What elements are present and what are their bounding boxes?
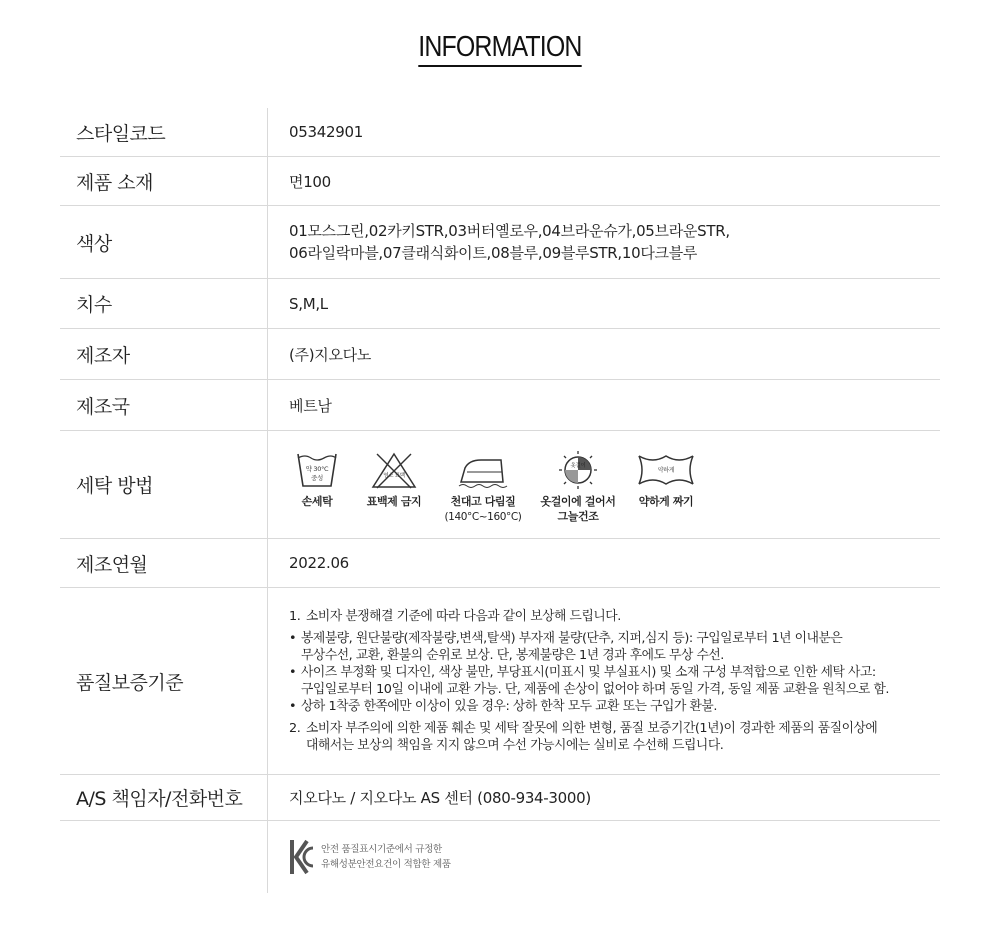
- page-title: INFORMATION: [418, 30, 581, 67]
- hand-wash-temp: 약 30°C: [305, 465, 329, 473]
- shade-dry-icon: [554, 450, 602, 490]
- warranty-item-1: [289, 608, 621, 625]
- bullet-symbol: •: [289, 665, 297, 680]
- label-washing: 세탁 방법: [60, 431, 268, 538]
- value-as-contact: 지오다노 / 지오다노 AS 센터 (080-934-3000): [289, 789, 591, 807]
- kc-logo-icon: [289, 839, 315, 875]
- color-line-1: 01모스그린,02카키STR,03버터옐로우,04브라운슈가,05브라운STR,: [289, 222, 730, 240]
- row-country: [60, 380, 940, 431]
- wash-item-iron: [443, 450, 523, 525]
- warranty-item-1-text: 소비자 분쟁해결 기준에 따라 다음과 같이 보상해 드립니다.: [306, 609, 621, 624]
- row-kc: [60, 821, 940, 893]
- label-warranty: 품질보증기준: [60, 588, 268, 774]
- label-as-contact: A/S 책임자/전화번호: [60, 775, 268, 820]
- caption-dry-line-2: 그늘건조: [557, 510, 599, 523]
- color-line-2: 06라일락마블,07클래식화이트,08블루,09블루STR,10다크블루: [289, 244, 698, 262]
- no-bleach-icon: [369, 450, 419, 490]
- wash-item-hand: [289, 450, 345, 509]
- caption-iron-line-1: 천대고 다림질: [450, 495, 516, 508]
- caption-dry: [540, 494, 615, 524]
- caption-no-bleach: 표백제 금지: [366, 495, 422, 508]
- warranty-bullet-2: [289, 664, 876, 681]
- hand-wash-neutral: 중성: [311, 474, 323, 482]
- warranty-item-2-line-2: 대해서는 보상의 책임을 지지 않으며 수선 가능시에는 실비로 수선해 드립니다.: [306, 738, 724, 753]
- label-color: 색상: [60, 206, 268, 278]
- kc-line-1: 안전 품질표시기준에서 규정한: [321, 844, 442, 855]
- iron-icon: [457, 450, 509, 490]
- warranty-bullet-2-line-1: 사이즈 부정확 및 디자인, 색상 불만, 부당표시(미표시 및 부실표시) 및 소재 구성 부적합으로 인한 세탁 사고:: [301, 665, 876, 680]
- row-color: [60, 206, 940, 279]
- warranty-bullet-1-line-2: 무상수선, 교환, 환불의 순위로 보상. 단, 봉제불량은 1년 경과 후에도 무상 수선.: [301, 648, 724, 663]
- label-country: 제조국: [60, 380, 268, 430]
- value-warranty: [268, 588, 940, 774]
- bleach-inner-text: 염소 표백: [383, 473, 405, 479]
- value-style-code: 05342901: [289, 123, 363, 141]
- warranty-bullet-2-line-2: 구입일로부터 10일 이내에 교환 가능. 단, 제품에 손상이 없어야 하며 동일 가격, 동일 제품 교환을 원칙으로 함.: [301, 682, 890, 697]
- gentle-wring-icon: [635, 450, 697, 490]
- dry-inner-text: 옷걸이: [570, 463, 586, 469]
- wash-item-dry: [537, 450, 619, 524]
- label-manufacturer: 제조자: [60, 329, 268, 379]
- value-manufacturer: (주)지오다노: [289, 345, 372, 364]
- row-warranty: [60, 588, 940, 775]
- wring-inner-text: 약하게: [657, 467, 675, 474]
- caption-dry-line-1: 옷걸이에 걸어서: [540, 495, 616, 508]
- row-as-contact: [60, 775, 940, 821]
- label-date: 제조연월: [60, 539, 268, 587]
- warranty-item-1-num: 1.: [289, 609, 301, 624]
- hand-wash-icon: [295, 450, 339, 490]
- kc-text: [321, 842, 451, 872]
- warranty-item-2: [289, 720, 877, 737]
- warranty-bullet-3-text: 상하 1착중 한쪽에만 이상이 있을 경우: 상하 한착 모두 교환 또는 구입가 환불.: [301, 699, 717, 714]
- caption-wring: 약하게 짜기: [638, 495, 694, 508]
- caption-iron: [444, 494, 521, 525]
- kc-line-2: 유해성분안전요건이 적합한 제품: [321, 859, 451, 870]
- value-date: 2022.06: [289, 554, 349, 572]
- warranty-bullet-1: [289, 630, 842, 647]
- row-size: [60, 279, 940, 329]
- row-material: [60, 157, 940, 206]
- value-material: 면100: [289, 172, 331, 191]
- kc-logo-text: KC: [302, 874, 303, 875]
- label-kc-empty: [60, 821, 268, 893]
- value-size: S,M,L: [289, 294, 328, 313]
- value-country: 베트남: [289, 396, 332, 415]
- kc-mark: [289, 839, 451, 875]
- bullet-symbol: •: [289, 699, 297, 714]
- warranty-bullet-1-line-1: 봉제불량, 원단불량(제작불량,변색,탈색) 부자재 불량(단추, 지퍼,심지 등): 구입일로부터 1년 이내분은: [301, 631, 843, 646]
- value-washing: [268, 431, 940, 538]
- label-style-code: 스타일코드: [60, 108, 268, 156]
- caption-hand-wash: 손세탁: [301, 495, 333, 508]
- row-date: [60, 539, 940, 588]
- label-material: 제품 소재: [60, 157, 268, 205]
- label-size: 치수: [60, 279, 268, 328]
- wash-item-bleach: [359, 450, 429, 509]
- bullet-symbol: •: [289, 631, 297, 646]
- value-kc: [268, 821, 940, 893]
- value-color: [268, 206, 940, 278]
- info-table: [60, 108, 940, 893]
- page-title-wrap: [0, 30, 1000, 67]
- row-style-code: [60, 108, 940, 157]
- warranty-item-2-num: 2.: [289, 721, 301, 736]
- warranty-bullet-3: [289, 698, 717, 715]
- wash-item-wring: [633, 450, 699, 509]
- wash-icon-list: [289, 450, 713, 525]
- row-washing: [60, 431, 940, 539]
- caption-iron-line-2: (140°C~160°C): [444, 511, 522, 523]
- warranty-item-2-line-1: 소비자 부주의에 의한 제품 훼손 및 세탁 잘못에 의한 변형, 품질 보증기간(1년)이 경과한 제품의 품질이상에: [306, 721, 878, 736]
- row-manufacturer: [60, 329, 940, 380]
